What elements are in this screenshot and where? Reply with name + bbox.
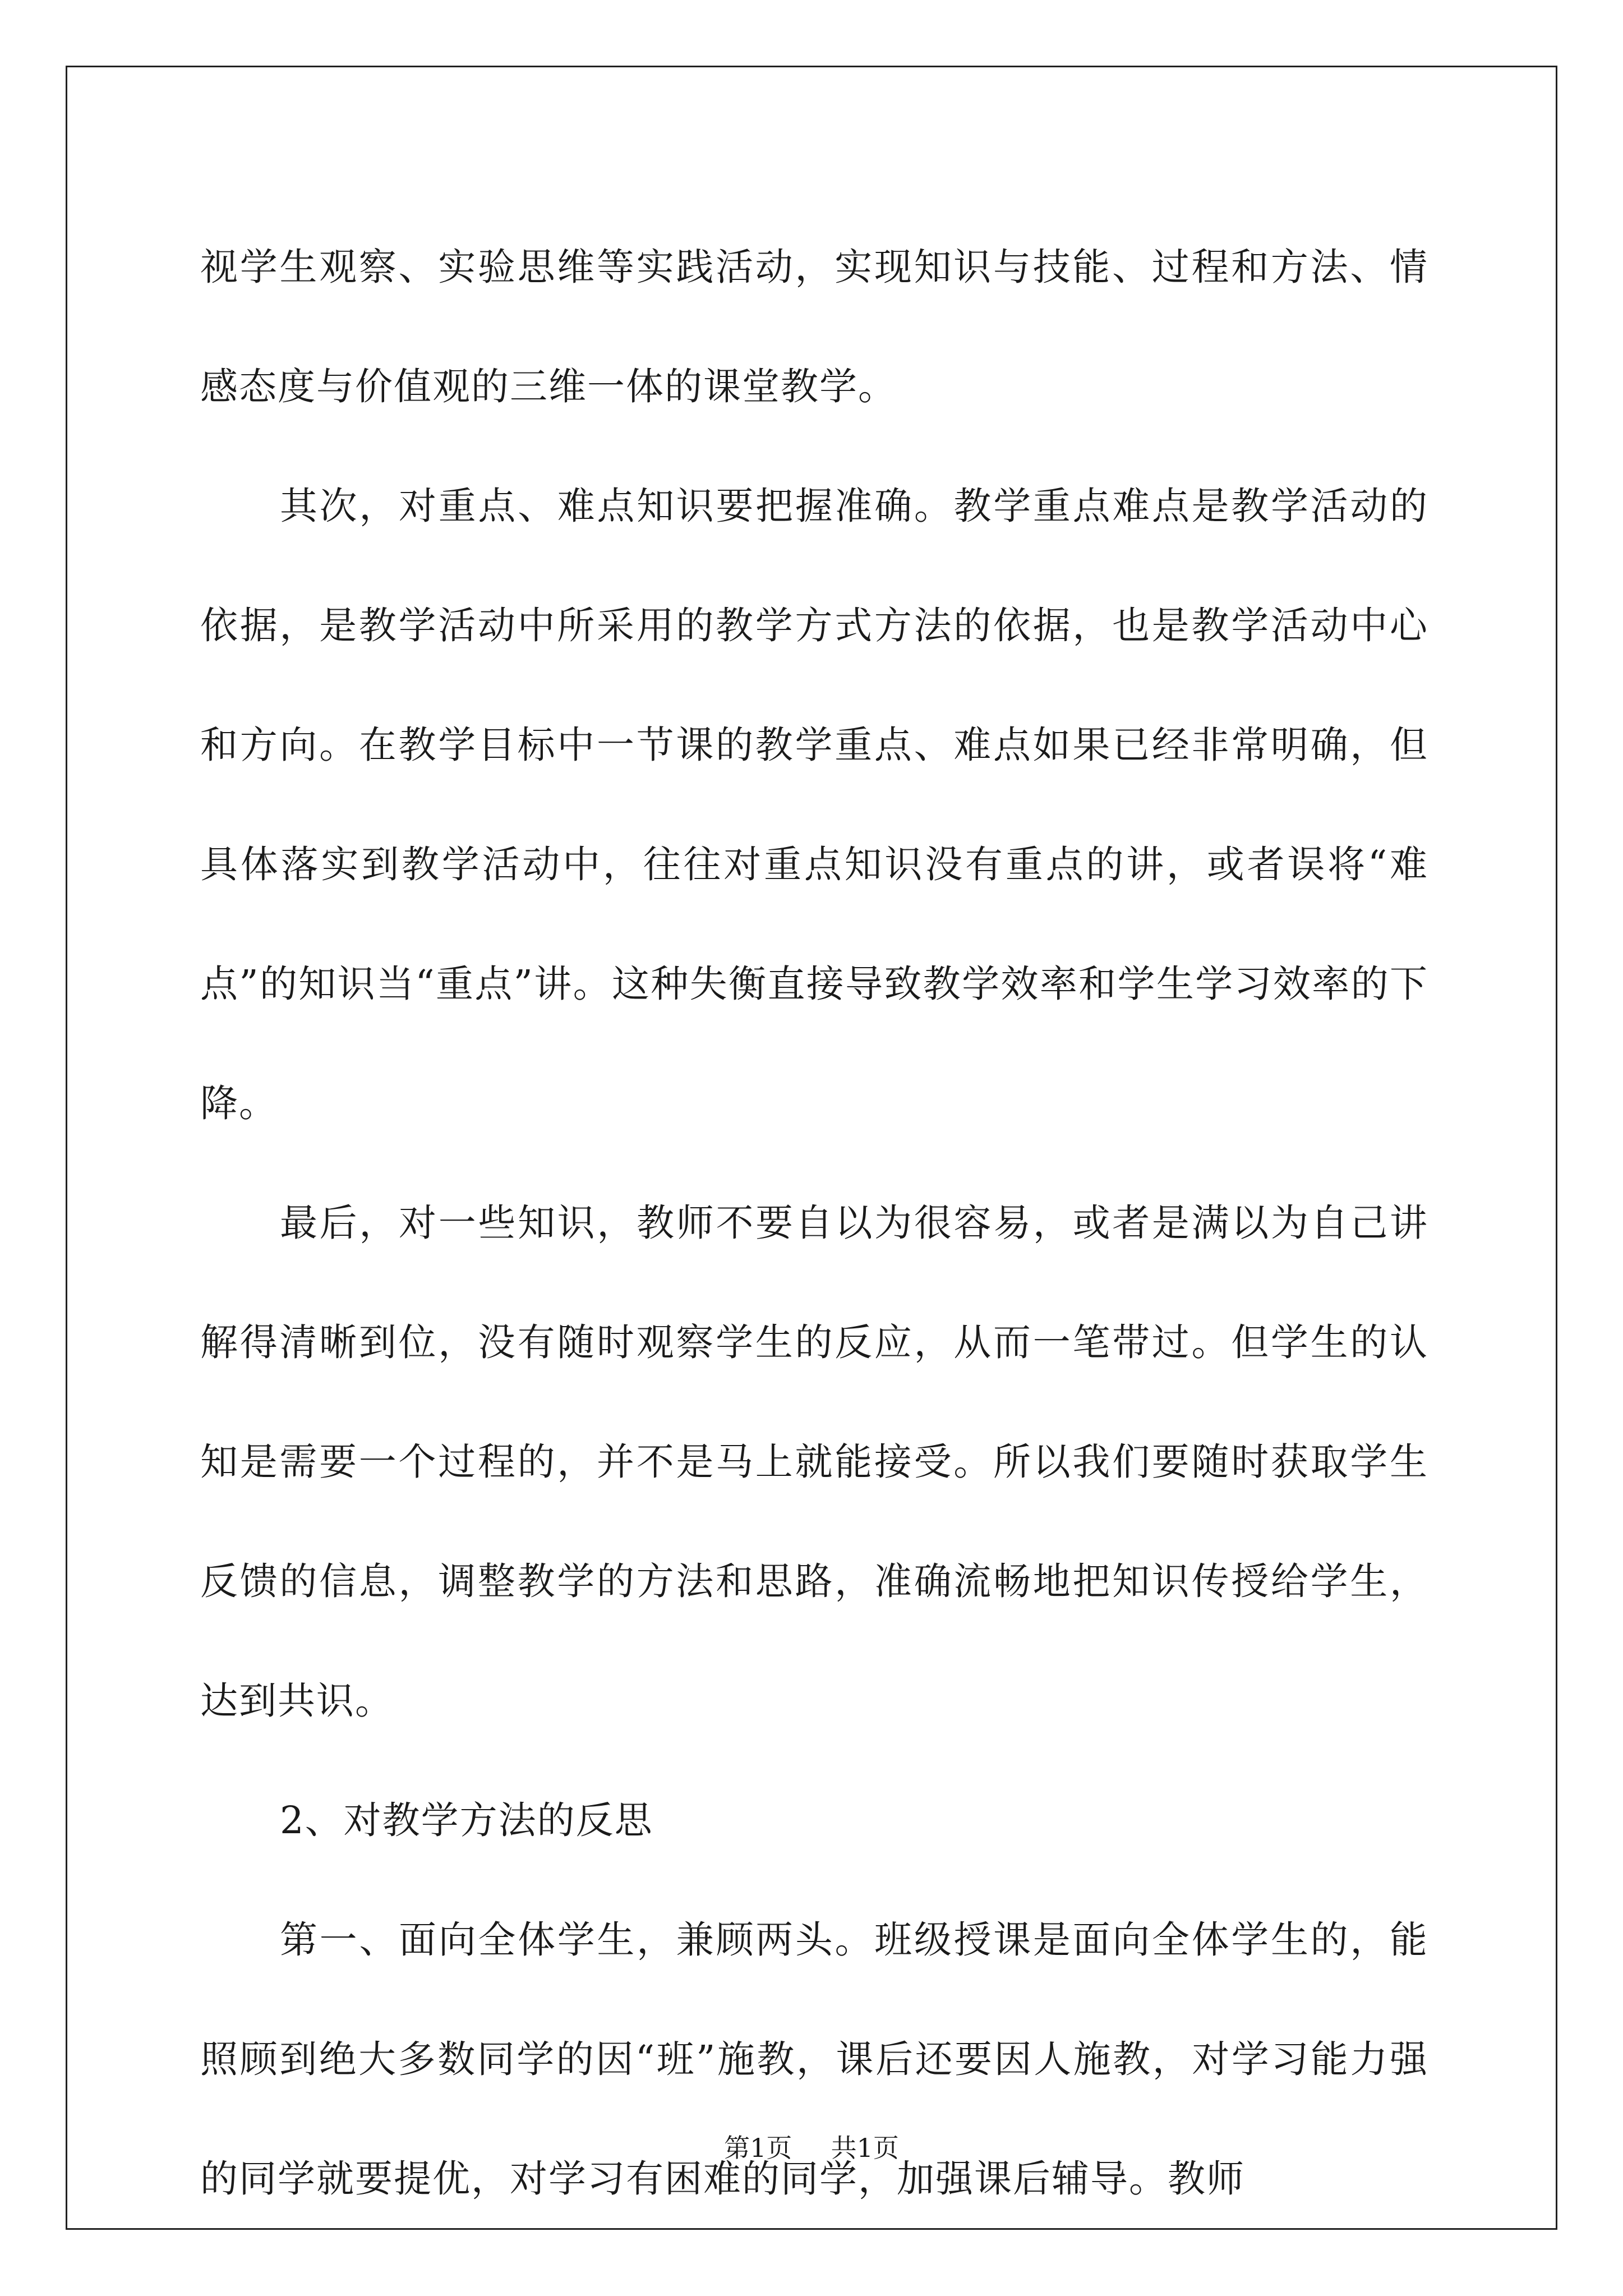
paragraph-key-points: 其次，对重点、难点知识要把握准确。教学重点难点是教学活动的依据，是教学活动中所采用的教学方式方法的依据，也是教学活动中心和方向。在教学目标中一节课的教学重点、难点如果已经非常明确，但具体落实到教学活动中，往往对重点知识没有重点的讲，或者误将“难点”的知识当“重点”讲。这种失衡直接导致教学效率和学生学习效率的下降。 (200, 484, 1428, 1125)
paragraph-continuation: 视学生观察、实验思维等实践活动，实现知识与技能、过程和方法、情感态度与价值观的三维一体的课堂教学。 (200, 245, 1428, 408)
document-body (200, 208, 1428, 2239)
paragraph-finally: 最后，对一些知识，教师不要自以为很容易，或者是满以为自己讲解得清晰到位，没有随时观察学生的反应，从而一笔带过。但学生的认知是需要一个过程的，并不是马上就能接受。所以我们要随时获取学生反馈的信息，调整教学的方法和思路，准确流畅地把知识传授给学生，达到共识。 (200, 1201, 1428, 1723)
paragraph-first-point: 第一、面向全体学生，兼顾两头。班级授课是面向全体学生的，能照顾到绝大多数同学的因“班”施教，课后还要因人施教，对学习能力强的同学就要提优，对学习有困难的同学，加强课后辅导。教师 (200, 1918, 1428, 2201)
section-heading-teaching-methods: 2、对教学方法的反思 (280, 1798, 653, 1842)
page-footer (0, 2128, 1623, 2165)
page-number: 第1页 (724, 2133, 792, 2163)
page-total: 共1页 (831, 2133, 899, 2163)
